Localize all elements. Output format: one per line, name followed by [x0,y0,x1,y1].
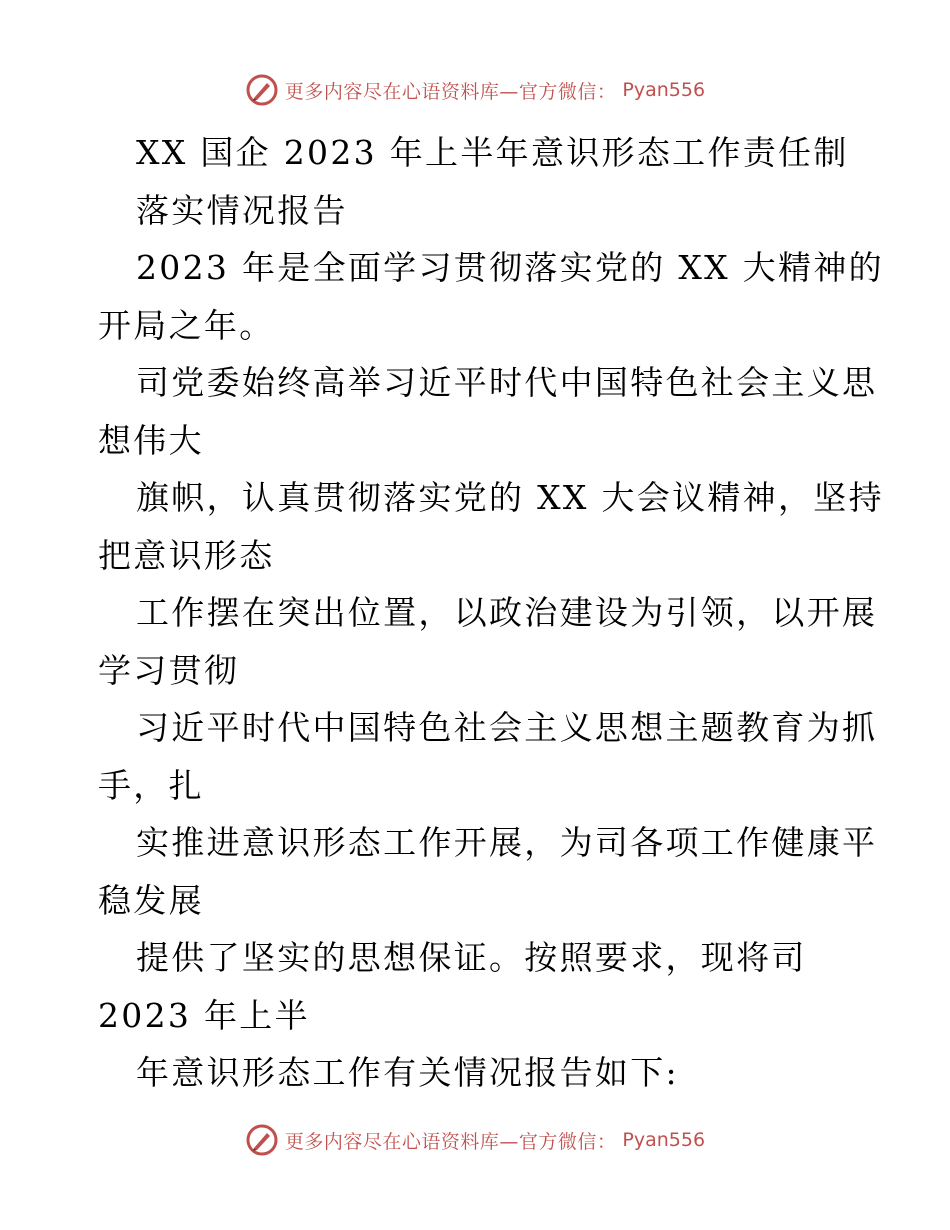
watermark-footer [0,1120,950,1160]
pen-logo-icon [245,1123,279,1157]
document-body [98,124,884,1102]
text-line: 提供了坚实的思想保证。按照要求，现将司 [136,938,807,977]
text-line: 手，扎 [98,765,204,805]
text-line: 稳发展 [98,880,204,920]
text-line: 想伟大 [98,420,204,460]
text-line: 工作摆在突出位置，以政治建设为引领，以开展 [136,593,878,632]
watermark-wechat-id: Pyan556 [622,1129,706,1151]
text-line: 2023 年上半 [98,995,310,1035]
text-line: 实推进意识形态工作开展，为司各项工作健康平 [136,823,878,862]
watermark-wechat-id: Pyan556 [622,79,706,101]
text-line: 旗帜，认真贯彻落实党的 XX 大会议精神，坚持 [136,478,884,517]
text-line: 年意识形态工作有关情况报告如下: [136,1053,679,1092]
pen-logo-icon [245,73,279,107]
text-line: 落实情况报告 [136,190,348,230]
watermark-header [0,70,950,110]
watermark-text: 更多内容尽在心语资料库—官方微信： [284,80,617,103]
text-line: 习近平时代中国特色社会主义思想主题教育为抓 [136,708,878,747]
text-line: 2023 年是全面学习贯彻落实党的 XX 大精神的 [136,248,884,287]
text-line: 开局之年。 [98,305,275,345]
text-line: XX 国企 2023 年上半年意识形态工作责任制 [136,133,849,172]
text-line: 学习贯彻 [98,650,240,690]
watermark-text: 更多内容尽在心语资料库—官方微信： [284,1130,617,1153]
text-line: 把意识形态 [98,535,275,575]
text-line: 司党委始终高举习近平时代中国特色社会主义思 [136,363,878,402]
